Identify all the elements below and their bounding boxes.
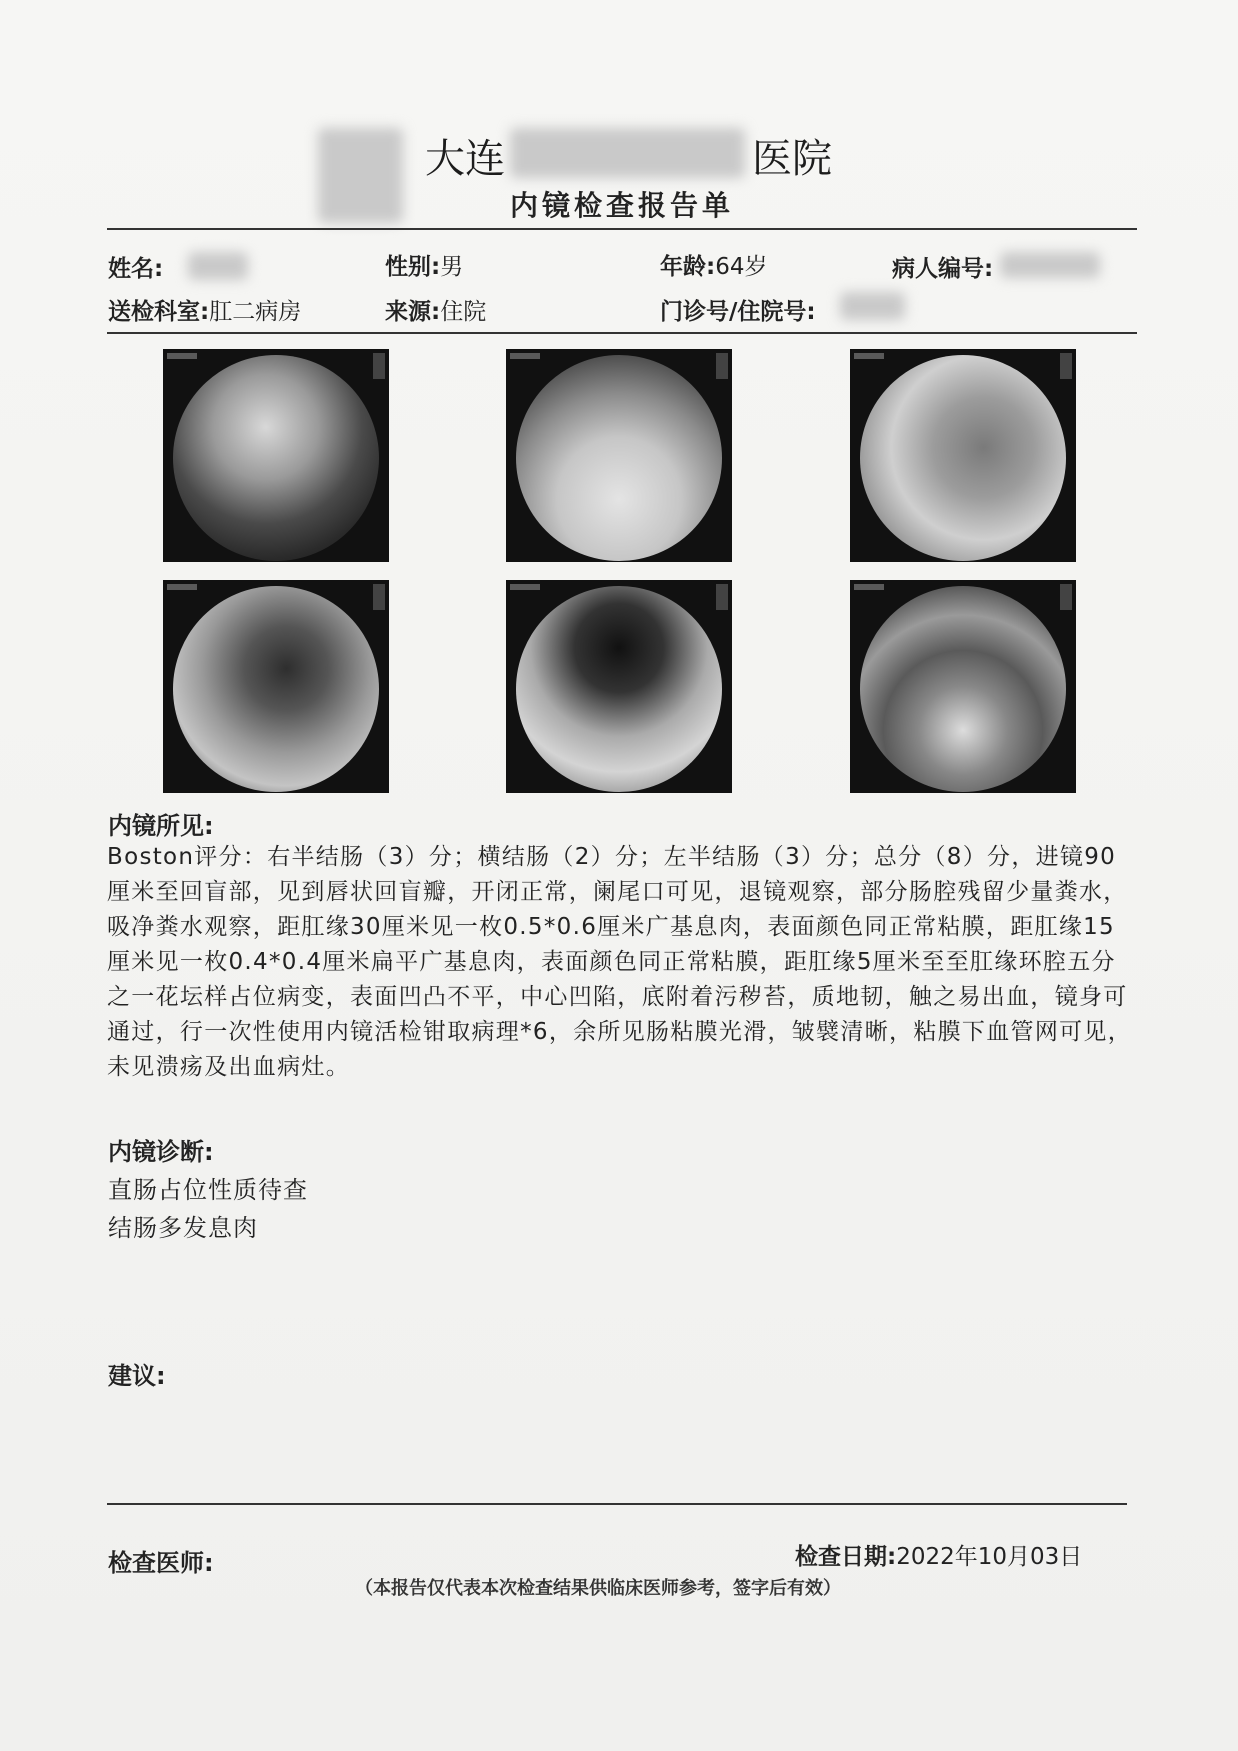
endoscopy-image-3 (850, 349, 1076, 562)
redaction-hospital-name (510, 128, 745, 178)
exam-date-label: 检查日期: (795, 1544, 897, 1570)
source-field (385, 293, 486, 326)
age-value: 64岁 (715, 254, 768, 280)
dept-field (108, 293, 301, 326)
doctor-label: 检查医师: (108, 1549, 214, 1577)
endoscopy-image-6 (850, 580, 1076, 793)
sex-label: 性别: (385, 254, 441, 280)
endoscopy-image-1 (163, 349, 389, 562)
exam-date-field (795, 1538, 1082, 1571)
exam-date-value: 2022年10月03日 (896, 1544, 1083, 1570)
header-rule-bottom (107, 332, 1137, 334)
redaction-outpatient (840, 292, 905, 320)
findings-heading: 内镜所见: (108, 812, 214, 840)
dept-value: 肛二病房 (209, 299, 302, 325)
redaction-patient-id (1000, 252, 1100, 278)
hospital-name-prefix: 大连 (425, 136, 505, 182)
diagnosis-heading: 内镜诊断: (108, 1138, 214, 1166)
redaction-name (188, 252, 248, 280)
diagnosis-line-2: 结肠多发息肉 (108, 1214, 258, 1242)
sex-value: 男 (440, 254, 464, 280)
footer-rule (107, 1503, 1127, 1505)
header-rule-top (107, 228, 1137, 230)
age-label: 年龄: (660, 254, 716, 280)
endoscopy-image-4 (163, 580, 389, 793)
diagnosis-line-1: 直肠占位性质待查 (108, 1176, 308, 1204)
outpatient-label: 门诊号/住院号: (660, 299, 816, 325)
advice-heading: 建议: (108, 1362, 166, 1390)
dept-label: 送检科室: (108, 299, 210, 325)
age-field (660, 248, 767, 281)
report-title: 内镜检查报告单 (510, 189, 735, 222)
source-value: 住院 (440, 299, 487, 325)
endoscopy-image-5 (506, 580, 732, 793)
sex-field (385, 248, 463, 281)
source-label: 来源: (385, 299, 441, 325)
disclaimer-note: （本报告仅代表本次检查结果供临床医师参考，签字后有效） (355, 1578, 841, 1599)
name-label: 姓名: (108, 256, 164, 282)
patient-id-label: 病人编号: (892, 256, 994, 282)
findings-text: Boston评分：右半结肠（3）分；横结肠（2）分；左半结肠（3）分；总分（8）分，进镜90厘米至回盲部，见到唇状回盲瓣，开闭正常，阑尾口可见，退镜观察，部分肠腔残留少量粪水，吸净粪水观察，距肛缘30厘米见一枚0.5*0.6厘米广基息肉，表面颜色同正常粘膜，距肛缘15厘米见一枚0.4*0.4厘米扁平广基息肉，表面颜色同正常粘膜，距肛缘5厘米至至肛缘环腔五分之一花坛样占位病变，表面凹凸不平，中心凹陷，底附着污秽苔，质地韧，触之易出血，镜身可通过，行一次性使用内镜活检钳取病理*6，余所见肠粘膜光滑，皱襞清晰，粘膜下血管网可见，未见溃疡及出血病灶。 (107, 844, 1133, 1080)
redaction-logo (318, 128, 403, 223)
endoscopy-image-2 (506, 349, 732, 562)
hospital-name-suffix: 医院 (752, 136, 832, 182)
